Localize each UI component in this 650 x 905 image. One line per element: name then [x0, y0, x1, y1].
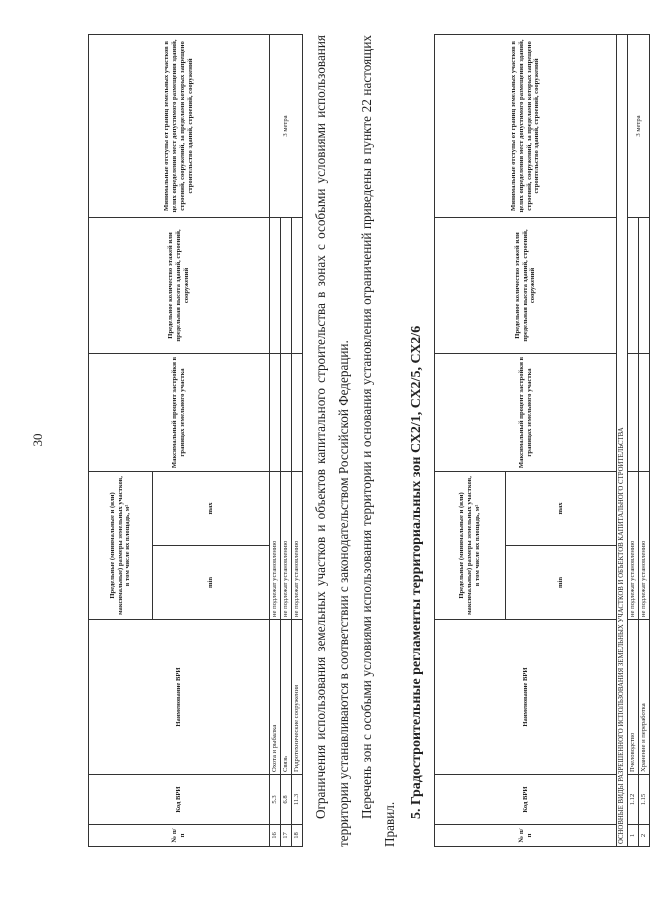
cell-name: Охота и рыбалка: [270, 620, 281, 775]
header-num: № п/п: [435, 825, 617, 847]
header-setbacks: Минимальные отступы от границ земельных участков в целях определения мест допустимого размещения зданий, строений, сооружений, за пределами которых запрещено строительство зданий, строений, сооружений: [435, 35, 617, 218]
cell-num: 18: [292, 825, 303, 847]
cell-code: 6.8: [281, 775, 292, 825]
cell-percent: [292, 354, 303, 472]
paragraph-zone-list: Перечень зон с особыми условиями использования территории и основания установления ограничений приведены в пункте 22 настоящих Правил.: [359, 35, 397, 847]
cell-floors: [270, 218, 281, 354]
cell-num: 16: [270, 825, 281, 847]
cell-code: 11.3: [292, 775, 303, 825]
cell-num: 17: [281, 825, 292, 847]
cell-name: Пчеловодство: [628, 620, 639, 775]
cell-num: 1: [628, 825, 639, 847]
cell-code: 5.3: [270, 775, 281, 825]
section-title: 5. Градостроительные регламенты территориальных зон СХ2/1, СХ2/5, СХ2/6: [409, 325, 424, 819]
regulations-table-2: [434, 34, 650, 847]
header-max: max: [506, 472, 617, 546]
header-floors: Предельное количество этажей или предельная высота зданий, строений, сооружений: [89, 218, 270, 354]
cell-name: Гидротехнические сооружения: [292, 620, 303, 775]
cell-floors: [628, 218, 639, 354]
group-heading-row: [617, 35, 628, 847]
header-num: № п/п: [89, 825, 270, 847]
cell-sizes: не подлежат установлению: [281, 472, 292, 620]
cell-sizes: не подлежат установлению: [292, 472, 303, 620]
cell-code: 1.12: [628, 775, 639, 825]
text-block: [309, 35, 428, 847]
cell-num: 2: [639, 825, 650, 847]
header-floors: Предельное количество этажей или предельная высота зданий, строений, сооружений: [435, 218, 617, 354]
header-min: min: [153, 546, 270, 620]
header-name: Наименование ВРИ: [435, 620, 617, 775]
table-row: [628, 35, 639, 847]
header-code: Код ВРИ: [435, 775, 617, 825]
cell-floors: [639, 218, 650, 354]
header-name: Наименование ВРИ: [89, 620, 270, 775]
paragraph-restrictions: Ограничения использования земельных участков и объектов капитального строительства в зонах с особыми условиями использования территории устанавливаются в соответствии с законодательством Российской Федерации.: [313, 35, 351, 847]
table-row: [270, 35, 281, 847]
cell-code: 1.15: [639, 775, 650, 825]
cell-percent: [639, 354, 650, 472]
header-max: max: [153, 472, 270, 546]
cell-setbacks: 3 метра: [270, 35, 303, 218]
cell-sizes: не подлежат установлению: [270, 472, 281, 620]
header-setbacks: Минимальные отступы от границ земельных участков в целях определения мест допустимого размещения зданий, строений, сооружений, за пределами которых запрещено строительство зданий, строений, сооружений: [89, 35, 270, 218]
rotated-content: [88, 35, 648, 847]
cell-percent: [628, 354, 639, 472]
cell-sizes: не подлежат установлению: [628, 472, 639, 620]
regulations-table-1: [88, 34, 303, 847]
header-percent: Максимальный процент застройки в границах земельного участка: [435, 354, 617, 472]
cell-name: Хранение и переработка: [639, 620, 650, 775]
cell-name: Связь: [281, 620, 292, 775]
header-min: min: [506, 546, 617, 620]
cell-percent: [281, 354, 292, 472]
page-number: 30: [30, 433, 45, 447]
header-sizes: Предельные (минимальные и (или) максимальные) размеры земельных участков, в том числе их площадь, м²: [89, 472, 153, 620]
cell-floors: [281, 218, 292, 354]
header-sizes: Предельные (минимальные и (или) максимальные) размеры земельных участков, в том числе их площадь, м²: [435, 472, 506, 620]
cell-percent: [270, 354, 281, 472]
cell-floors: [292, 218, 303, 354]
header-percent: Максимальный процент застройки в границах земельного участка: [89, 354, 270, 472]
cell-setbacks: 3 метра: [628, 35, 650, 218]
header-code: Код ВРИ: [89, 775, 270, 825]
group-heading: ОСНОВНЫЕ ВИДЫ РАЗРЕШЕННОГО ИСПОЛЬЗОВАНИЯ ЗЕМЕЛЬНЫХ УЧАСТКОВ И ОБЪЕКТОВ КАПИТАЛЬНОГО СТРОИТЕЛЬСТВА: [617, 35, 628, 847]
cell-sizes: не подлежат установлению: [639, 472, 650, 620]
